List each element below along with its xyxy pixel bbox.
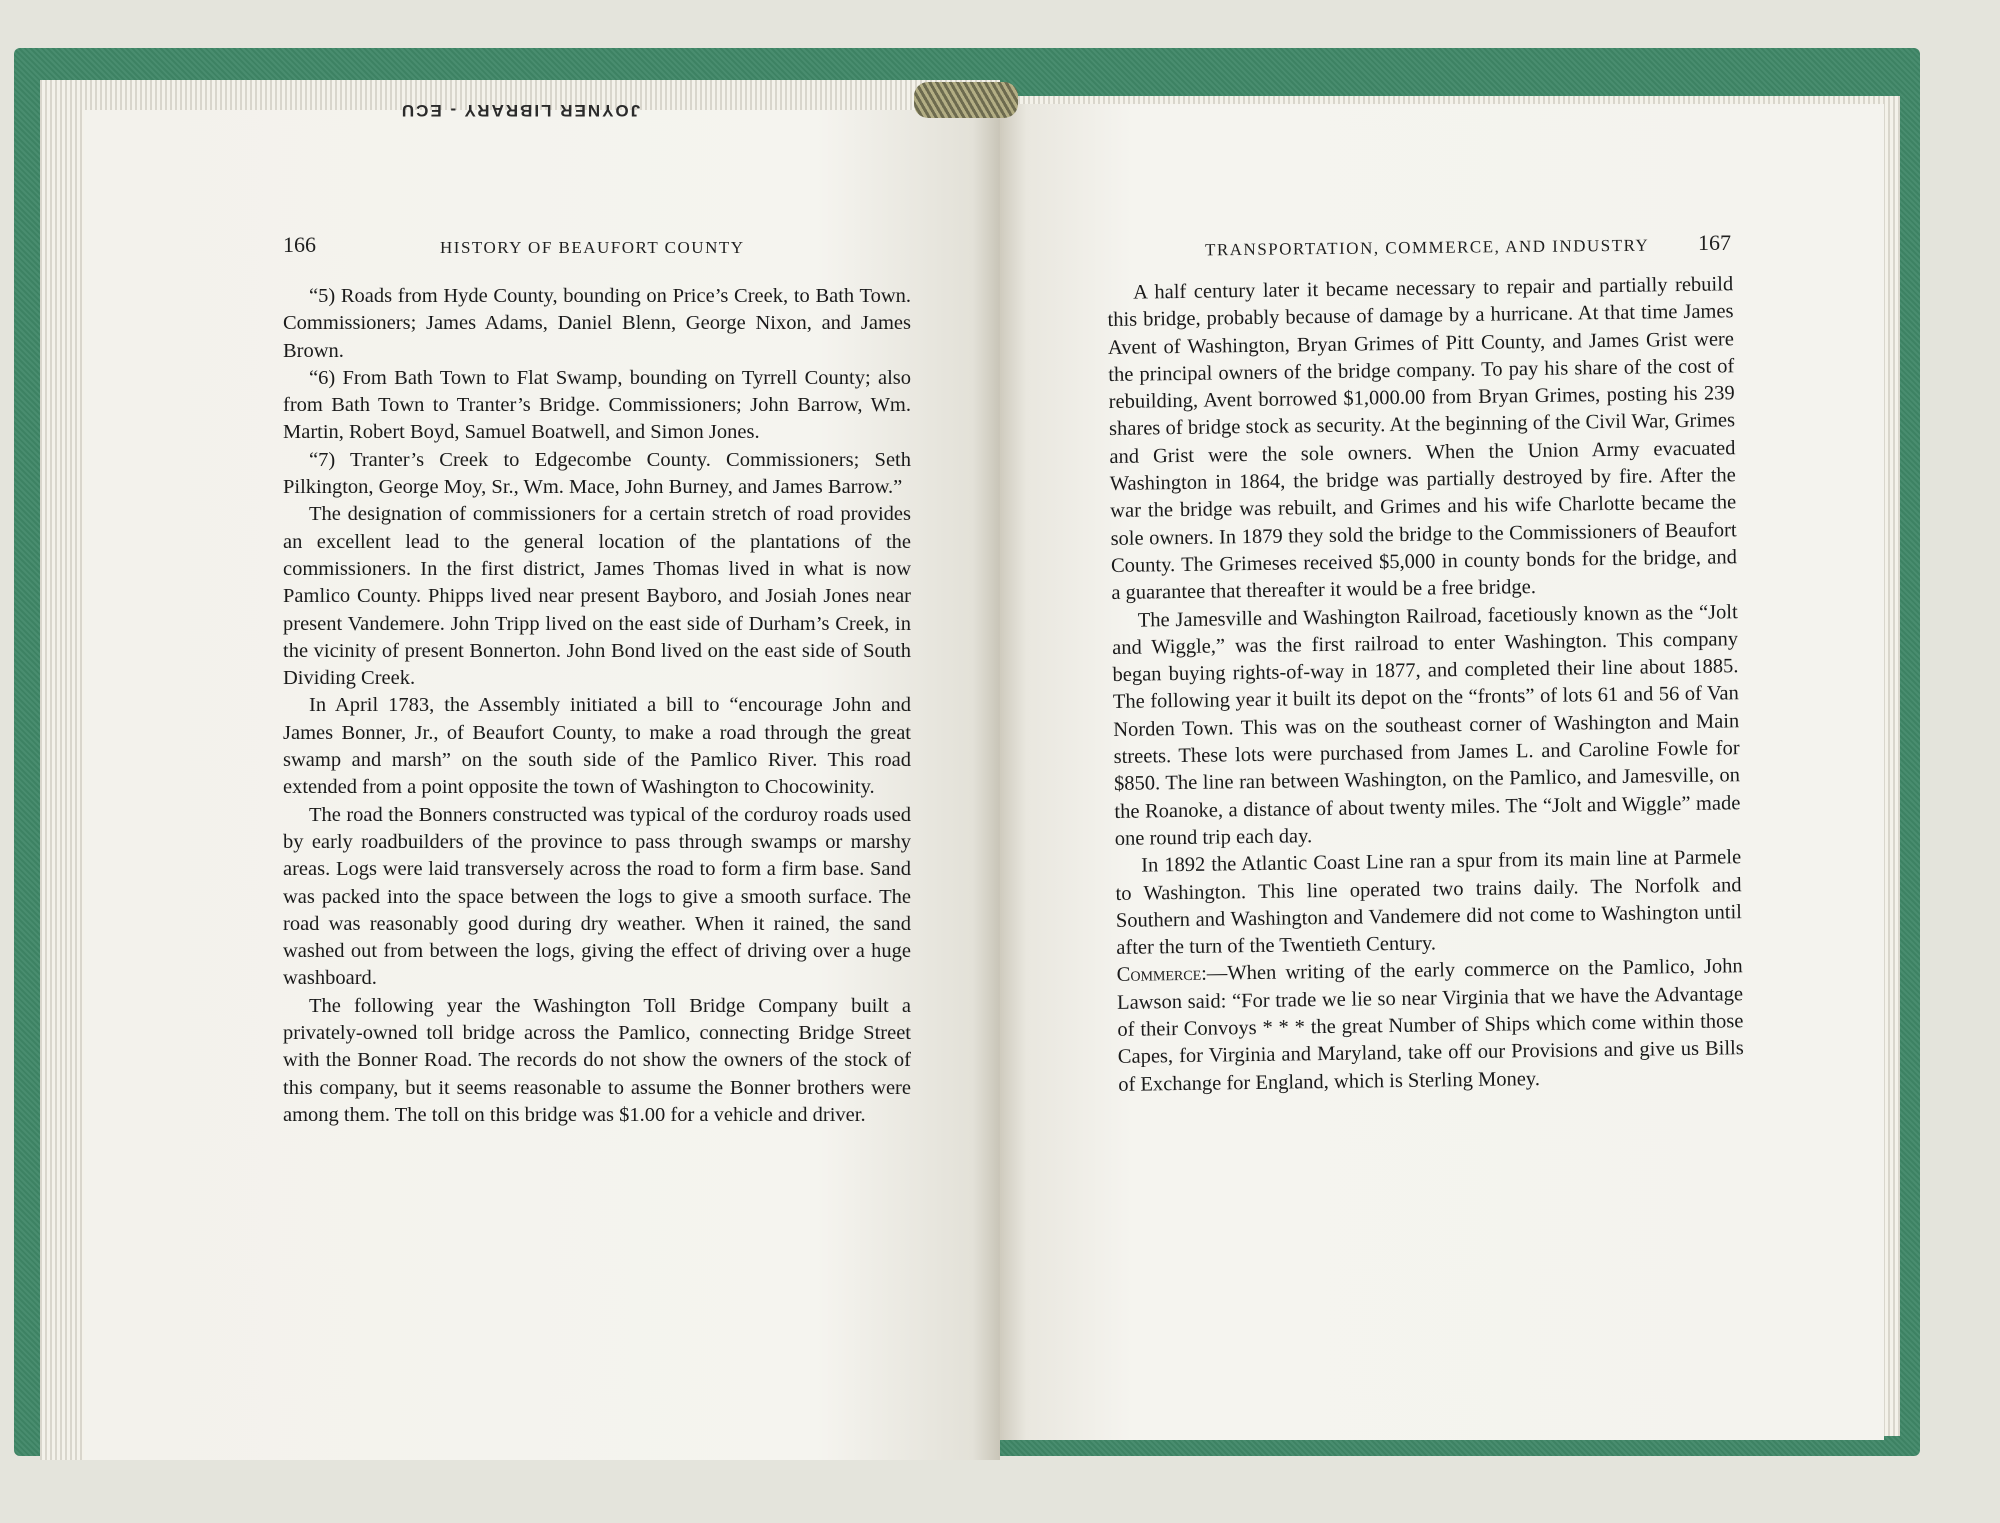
left-paragraph-7: The following year the Washington Toll Bridge Company built a privately-owned toll bridge across the Pamlico, connecting Bridge Street with the Bonner Road. The records do not show the owners of the stock of this company, but it seems reasonable to assume the Bonner brothers were among them. The toll on this bridge was $1.00 for a vehicle and driver.	[283, 994, 911, 1126]
library-stamp: JOYNER LIBRARY - ECU	[399, 101, 641, 120]
left-page-number: 166	[283, 232, 316, 257]
left-paragraph-2: “6) From Bath Town to Flat Swamp, bounding on Tyrrell County; also from Bath Town to Tranter’s Bridge. Commissioners; John Barrow, Wm. Martin, Robert Boyd, Samuel Boatwell, and Simon Jones.	[283, 366, 911, 444]
left-paragraph-3: “7) Tranter’s Creek to Edgecombe County. Commissioners; Seth Pilkington, George Moy, Sr., Wm. Mace, John Burney, and James Barrow.”	[283, 448, 911, 499]
commerce-paragraph	[1117, 954, 1745, 1099]
right-paragraph-1: A half century later it became necessary to repair and partially rebuild this bridge, probably because of damage by a hurricane. At that time James Avent of Washington, Bryan Grimes of Pitt County, and James Grist were the principal owners of the bridge company. To pay his share of the cost of rebuilding, Avent borrowed $1,000.00 from Bryan Grimes, posting his 239 shares of bridge stock as security. At the beginning of the Civil War, Grimes and Grist were the sole owners. When the Union Army evacuated Washington in 1864, the bridge was partially destroyed by fire. After the war the bridge was rebuilt, and Grimes and his wife Charlotte became the sole owners. In 1879 they sold the bridge to the Commissioners of Beaufort County. The Grimeses received $5,000 in county bonds for the bridge, and a guarantee that thereafter it would be a free bridge.	[1107, 273, 1738, 605]
left-page-body	[283, 283, 911, 1129]
left-paragraph-6: The road the Bonners constructed was typical of the corduroy roads used by early roadbuilders of the province to pass through swamps or marshy areas. Logs were laid transversely across the road to form a firm base. Sand was packed into the space between the logs to give a smooth surface. The road was reasonably good during dry weather. When it rained, the sand washed out from between the logs, giving the effect of driving over a huge washboard.	[283, 803, 911, 990]
left-paragraph-4: The designation of commissioners for a certain stretch of road provides an excellent lead to the general location of the plantations of the commissioners. In the first district, James Thomas lived in what is now Pamlico County. Phipps lived near present Bayboro, and Josiah Jones near present Vandemere. John Tripp lived on the east side of Durham’s Creek, in the vicinity of present Bonnerton. John Bond lived on the east side of South Dividing Creek.	[283, 503, 911, 690]
commerce-text: —When writing of the early commerce on the Pamlico, John Lawson said: “For trade we lie so near Virginia that we have the Advantage of their Convoys * * * the great Number of Ships which come within those Capes, for Virginia and Maryland, take off our Provisions and give us Bills of Exchange for England, which is Sterling Money.	[1116, 955, 1744, 1096]
left-running-header: HISTORY OF BEAUFORT COUNTY	[440, 238, 745, 257]
right-paragraph-2: The Jamesville and Washington Railroad, facetiously known as the “Jolt and Wiggle,” was the first railroad to enter Washington. This company began buying rights-of-way in 1877, and completed their line about 1885. The following year it built its depot on the “fronts” of lots 61 and 56 of Van Norden Town. This was on the southeast corner of Washington and Main streets. These lots were purchased from James L. and Caroline Fowle for $850. The line ran between Washington, on the Pamlico, and Jamesville, on the Roanoke, a distance of about twenty miles. The “Jolt and Wiggle” made one round trip each day.	[1111, 600, 1741, 850]
right-page-body	[1107, 271, 1744, 1099]
right-running-header: TRANSPORTATION, COMMERCE, AND INDUSTRY	[1204, 235, 1650, 260]
left-paragraph-5: In April 1783, the Assembly initiated a bill to “encourage John and James Bonner, Jr., of Beaufort County, to make a road through the great swamp and marsh” on the south side of the Pamlico River. This road extended from a point opposite the town of Washington to Chocowinity.	[283, 694, 911, 799]
right-paragraph-3: In 1892 the Atlantic Coast Line ran a spur from its main line at Parmele to Washington. This line operated two trains daily. The Norfolk and Southern and Washington and Vandemere did not come to Washington until after the turn of the Twentieth Century.	[1115, 846, 1743, 960]
right-page-number: 167	[1698, 230, 1731, 255]
left-paragraph-1: “5) Roads from Hyde County, bounding on Price’s Creek, to Bath Town. Commissioners; James Adams, Daniel Blenn, George Nixon, and James Brown.	[283, 285, 911, 362]
spine-binding	[914, 82, 1018, 118]
commerce-heading: Commerce:	[1116, 963, 1208, 987]
